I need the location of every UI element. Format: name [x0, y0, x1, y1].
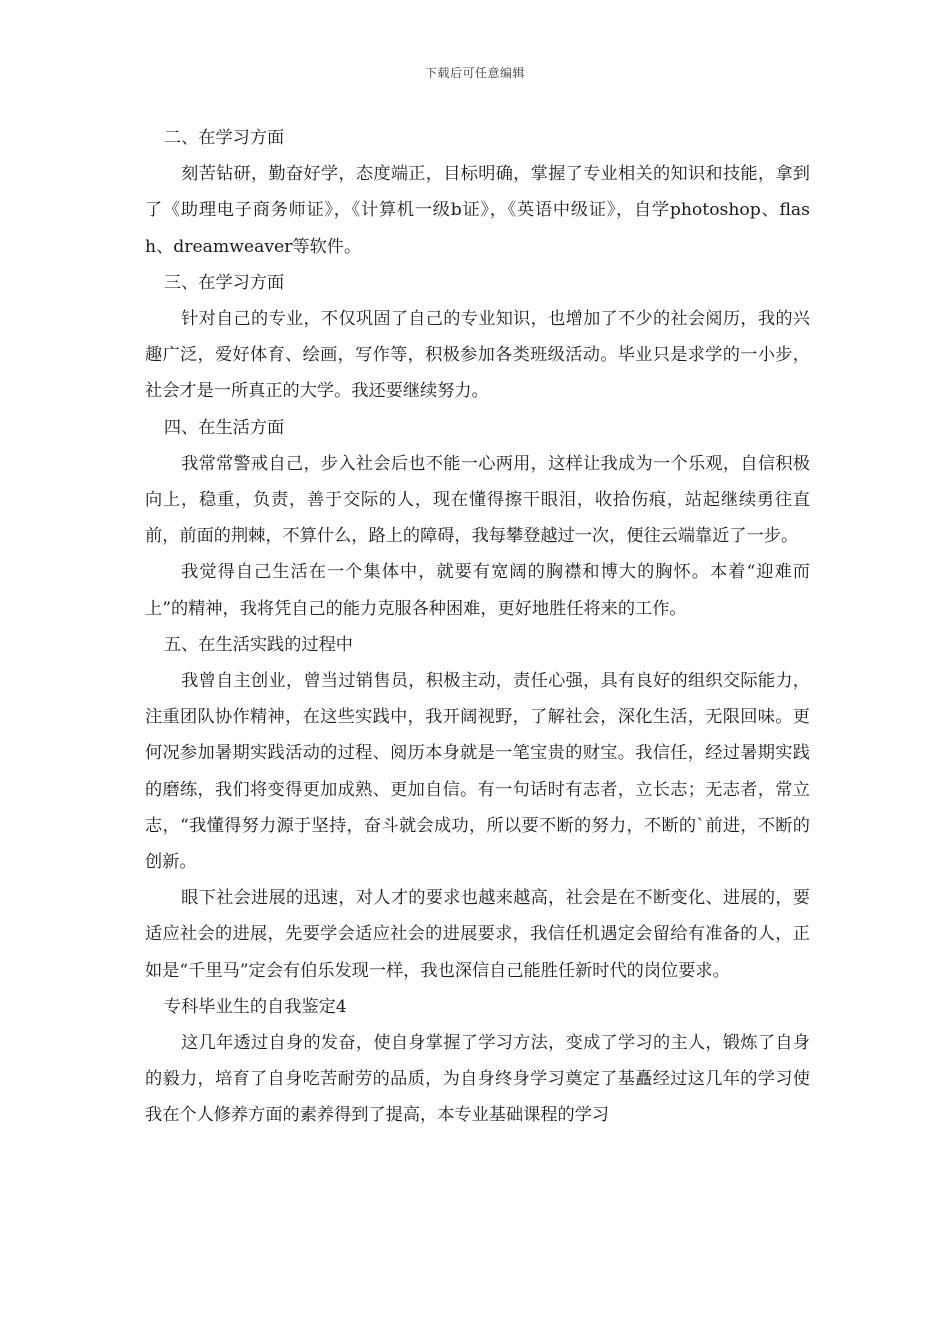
document-body: [145, 120, 810, 1134]
page-header: 下载后可任意编辑: [424, 66, 525, 80]
paragraph-self-appraisal: 这几年透过自身的发奋，使自身掌握了学习方法，变成了学习的主人，锻炼了自身的毅力，培育了自身吃苦耐劳的品质，为自身终身学习奠定了基矗经过这几年的学习使我在个人修养方面的素养得到了提高，本专业基础课程的学习: [145, 1033, 810, 1126]
paragraph-practice: 我曾自主创业，曾当过销售员，积极主动，责任心强，具有良好的组织交际能力，注重团队协作精神，在这些实践中，我开阔视野，了解社会，深化生活，无限回味。更何况参加暑期实践活动的过程、阅历本身就是一笔宝贵的财宝。我信任，经过暑期实践的磨练，我们将变得更加成熟、更加自信。有一句话时有志者，立长志；无志者，常立志，“我懂得努力源于坚持，奋斗就会成功，所以要不断的努力，不断的`前进，不断的创新。: [145, 671, 810, 873]
section-heading-study: 二、在学习方面: [163, 128, 285, 148]
section-heading-practice: 五、在生活实践的过程中: [163, 634, 353, 655]
paragraph-practice-2: 眼下社会进展的迅速，对人才的要求也越来越高，社会是在不断变化、进展的，要适应社会的进展，先要学会适应社会的进展要求，我信任机遇定会留给有准备的人，正如是“千里马”定会有伯乐发现一样，我也深信自己能胜任新时代的岗位要求。: [145, 888, 810, 981]
section-heading-life: 四、在生活方面: [163, 417, 285, 438]
paragraph-study-2: 针对自己的专业，不仅巩固了自己的专业知识，也增加了不少的社会阅历，我的兴趣广泛，爱好体育、绘画，写作等，积极参加各类班级活动。毕业只是求学的一小步，社会才是一所真正的大学。我还要继续努力。: [145, 309, 810, 402]
paragraph-life-2: 我觉得自己生活在一个集体中，就要有宽阔的胸襟和博大的胸怀。本着“迎难而上”的精神，我将凭自己的能力克服各种困难，更好地胜任将来的工作。: [145, 562, 810, 619]
paragraph-life: 我常常警戒自己，步入社会后也不能一心两用，这样让我成为一个乐观，自信积极向上，稳重，负责，善于交际的人，现在懂得擦干眼泪，收拾伤痕，站起继续勇往直前，前面的荆棘，不算什么，路上的障碍，我每攀登越过一次，便往云端靠近了一步。: [145, 453, 810, 547]
section-heading-self-appraisal: 专科毕业生的自我鉴定4: [163, 996, 347, 1017]
paragraph-study: 刻苦钻研，勤奋好学，态度端正，目标明确，掌握了专业相关的知识和技能，拿到了《助理电子商务师证》，《计算机一级b证》，《英语中级证》，自学photoshop、flash、dreamweaver等软件。: [145, 164, 810, 257]
section-heading-study-2: 三、在学习方面: [163, 272, 285, 293]
